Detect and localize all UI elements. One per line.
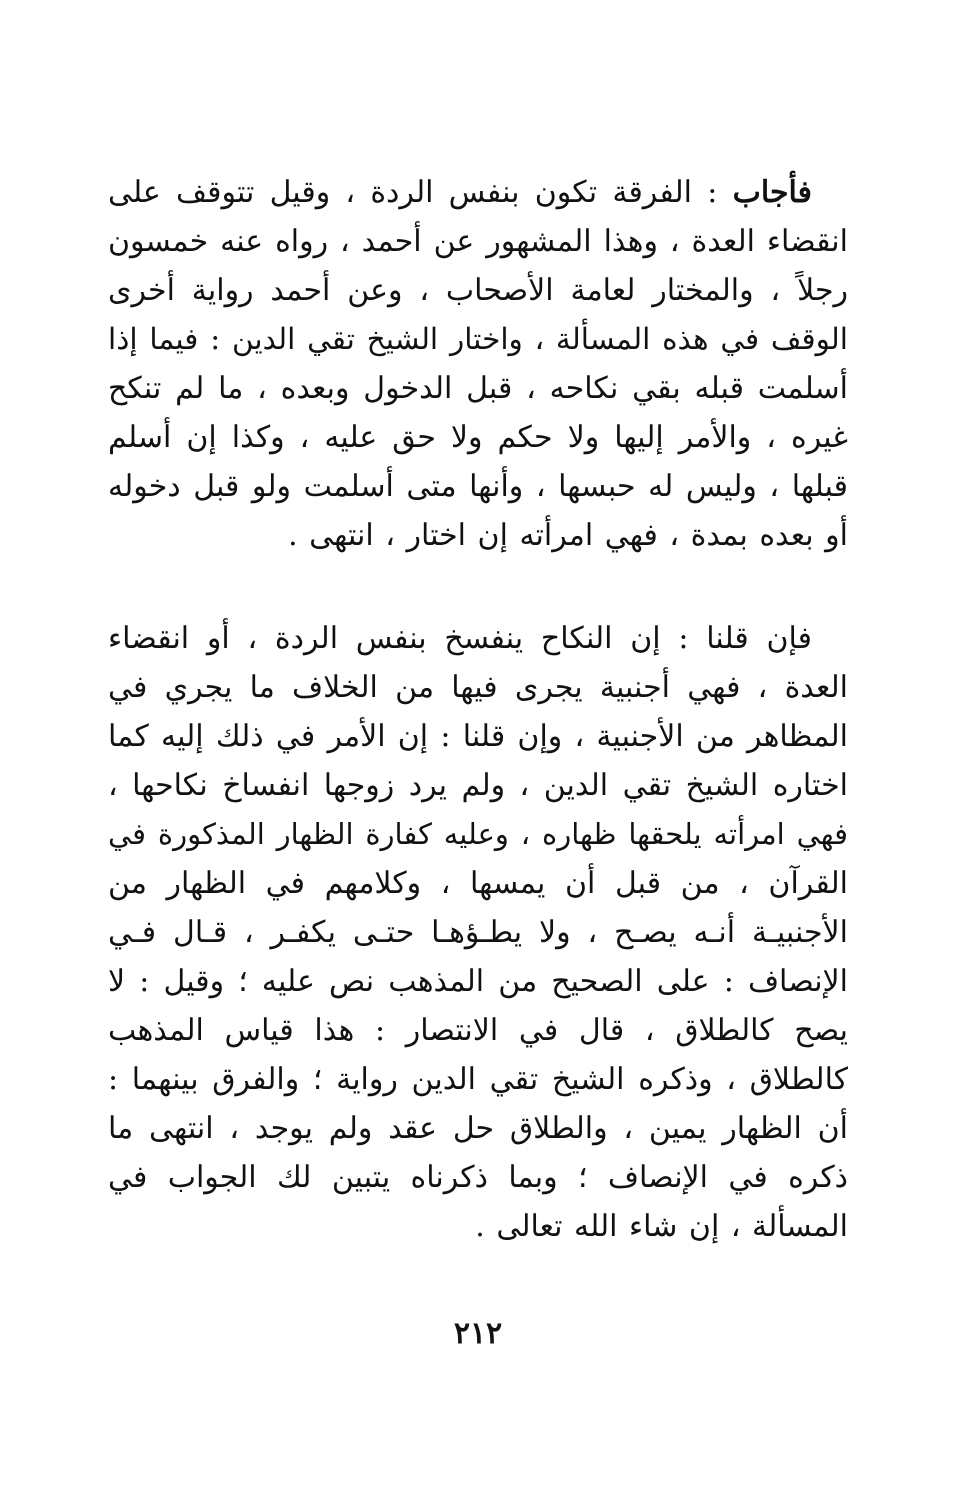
lead-word: فأجاب xyxy=(732,175,812,210)
paragraph-line: الأجنبيـة أنـه يصـح ، ولا يطـؤهـا حتـى يكفـر ، قـال فـي xyxy=(108,915,848,950)
page-number: ٢١٢ xyxy=(453,1316,503,1351)
paragraph-line: ذكره في الإنصاف ؛ وبما ذكرناه يتبين لك الجواب في xyxy=(108,1160,848,1195)
paragraph-line: كالطلاق ، وذكره الشيخ تقي الدين رواية ؛ والفرق بينهما : xyxy=(108,1062,848,1097)
paragraph-line: اختاره الشيخ تقي الدين ، ولم يرد زوجها انفساخ نكاحها ، xyxy=(108,768,848,803)
paragraph-line: فأجاب : الفرقة تكون بنفس الردة ، وقيل تتوقف على xyxy=(108,175,812,210)
paragraph-line: القرآن ، من قبل أن يمسها ، وكلامهم في الظهار من xyxy=(108,866,848,901)
paragraph-line: أن الظهار يمين ، والطلاق حل عقد ولم يوجد ، انتهى ما xyxy=(108,1111,848,1146)
paragraph-line: أسلمت قبله بقي نكاحه ، قبل الدخول وبعده ، ما لم تنكح xyxy=(108,371,848,406)
paragraph-discussion xyxy=(108,614,848,1251)
paragraph-line: غيره ، والأمر إليها ولا حكم ولا حق عليه ، وكذا إن أسلم xyxy=(108,420,848,455)
paragraph-line: انقضاء العدة ، وهذا المشهور عن أحمد ، رواه عنه خمسون xyxy=(108,224,848,259)
paragraph-answer xyxy=(108,168,848,560)
paragraph-line: المسألة ، إن شاء الله تعالى . xyxy=(475,1209,848,1244)
paragraph-line: فإن قلنا : إن النكاح ينفسخ بنفس الردة ، أو انقضاء xyxy=(108,621,812,656)
paragraph-line: أو بعده بمدة ، فهي امرأته إن اختار ، انتهى . xyxy=(288,518,848,553)
paragraph-line: رجلاً ، والمختار لعامة الأصحاب ، وعن أحمد رواية أخرى xyxy=(108,273,848,308)
paragraph-line: المظاهر من الأجنبية ، وإن قلنا : إن الأمر في ذلك إليه كما xyxy=(108,719,848,754)
paragraph-line: فهي امرأته يلحقها ظهاره ، وعليه كفارة الظهار المذكورة في xyxy=(108,817,848,851)
paragraph-line: الوقف في هذه المسألة ، واختار الشيخ تقي الدين : فيما إذا xyxy=(108,322,848,356)
paragraph-line: يصح كالطلاق ، قال في الانتصار : هذا قياس المذهب xyxy=(108,1013,848,1048)
paragraph-line: قبلها ، وليس له حبسها ، وأنها متى أسلمت ولو قبل دخوله xyxy=(108,469,848,504)
paragraph-line: الإنصاف : على الصحيح من المذهب نص عليه ؛ وقيل : لا xyxy=(108,964,848,999)
paragraph-line: العدة ، فهي أجنبية يجرى فيها من الخلاف ما يجري في xyxy=(108,670,848,705)
